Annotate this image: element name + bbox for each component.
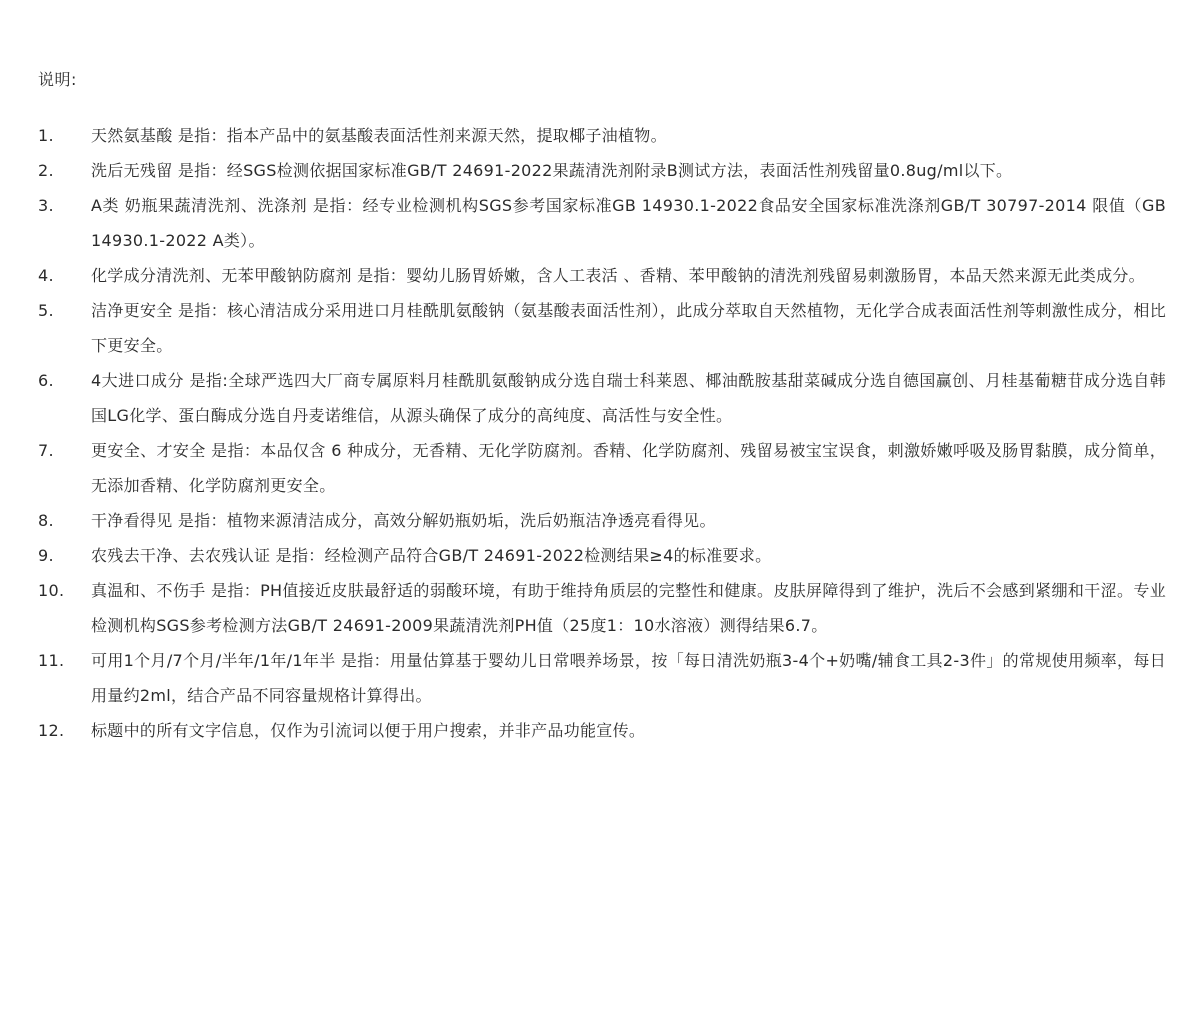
note-text: 农残去干净、去农残认证 是指：经检测产品符合GB/T 24691-2022检测结果≥4的标准要求。 — [91, 546, 772, 565]
note-item — [38, 573, 1166, 643]
note-number: 10. — [38, 581, 65, 600]
page-heading: 说明: — [38, 70, 77, 89]
note-number: 7. — [38, 441, 54, 460]
note-number: 6. — [38, 371, 54, 390]
note-item — [38, 433, 1166, 503]
note-text: A类 奶瓶果蔬清洗剂、洗涤剂 是指：经专业检测机构SGS参考国家标准GB 14930.1-2022食品安全国家标准洗涤剂GB/T 30797-2014 限值（GB 14930.1-2022 A类）。 — [91, 196, 1166, 250]
note-text: 可用1个月/7个月/半年/1年/1年半 是指：用量估算基于婴幼儿日常喂养场景，按「每日清洗奶瓶3-4个+奶嘴/辅食工具2-3件」的常规使用频率，每日用量约2ml，结合产品不同容量规格计算得出。 — [91, 651, 1166, 705]
note-item — [38, 293, 1166, 363]
note-item — [38, 258, 1166, 293]
note-item — [38, 538, 1166, 573]
note-item — [38, 713, 1166, 748]
note-number: 8. — [38, 511, 54, 530]
notes-list — [38, 118, 1166, 748]
note-item — [38, 188, 1166, 258]
note-item — [38, 118, 1166, 153]
note-number: 9. — [38, 546, 54, 565]
note-number: 2. — [38, 161, 54, 180]
note-text: 化学成分清洗剂、无苯甲酸钠防腐剂 是指：婴幼儿肠胃娇嫩，含人工表活 、香精、苯甲酸钠的清洗剂残留易刺激肠胃，本品天然来源无此类成分。 — [91, 266, 1145, 285]
note-text: 更安全、才安全 是指：本品仅含 6 种成分，无香精、无化学防腐剂。香精、化学防腐剂、残留易被宝宝误食，刺激娇嫩呼吸及肠胃黏膜，成分简单，无添加香精、化学防腐剂更安全。 — [91, 441, 1166, 495]
note-text: 天然氨基酸 是指：指本产品中的氨基酸表面活性剂来源天然，提取椰子油植物。 — [91, 126, 667, 145]
note-number: 3. — [38, 196, 54, 215]
note-item — [38, 643, 1166, 713]
note-number: 1. — [38, 126, 54, 145]
note-item — [38, 363, 1166, 433]
note-text: 标题中的所有文字信息，仅作为引流词以便于用户搜索，并非产品功能宣传。 — [91, 721, 646, 740]
note-number: 11. — [38, 651, 65, 670]
note-text: 4大进口成分 是指:全球严选四大厂商专属原料月桂酰肌氨酸钠成分选自瑞士科莱恩、椰油酰胺基甜菜碱成分选自德国赢创、月桂基葡糖苷成分选自韩国LG化学、蛋白酶成分选自丹麦诺维信，从源头确保了成分的高纯度、高活性与安全性。 — [91, 371, 1166, 425]
note-number: 12. — [38, 721, 65, 740]
note-text: 洗后无残留 是指：经SGS检测依据国家标准GB/T 24691-2022果蔬清洗剂附录B测试方法，表面活性剂残留量0.8ug/ml以下。 — [91, 161, 1013, 180]
note-number: 5. — [38, 301, 54, 320]
note-text: 真温和、不伤手 是指：PH值接近皮肤最舒适的弱酸环境，有助于维持角质层的完整性和健康。皮肤屏障得到了维护，洗后不会感到紧绷和干涩。专业检测机构SGS参考检测方法GB/T 24691-2009果蔬清洗剂PH值（25度1：10水溶液）测得结果6.7。 — [91, 581, 1166, 635]
note-item — [38, 503, 1166, 538]
note-text: 干净看得见 是指：植物来源清洁成分，高效分解奶瓶奶垢，洗后奶瓶洁净透亮看得见。 — [91, 511, 716, 530]
note-item — [38, 153, 1166, 188]
note-text: 洁净更安全 是指：核心清洁成分采用进口月桂酰肌氨酸钠（氨基酸表面活性剂），此成分萃取自天然植物，无化学合成表面活性剂等刺激性成分，相比下更安全。 — [91, 301, 1166, 355]
note-number: 4. — [38, 266, 54, 285]
